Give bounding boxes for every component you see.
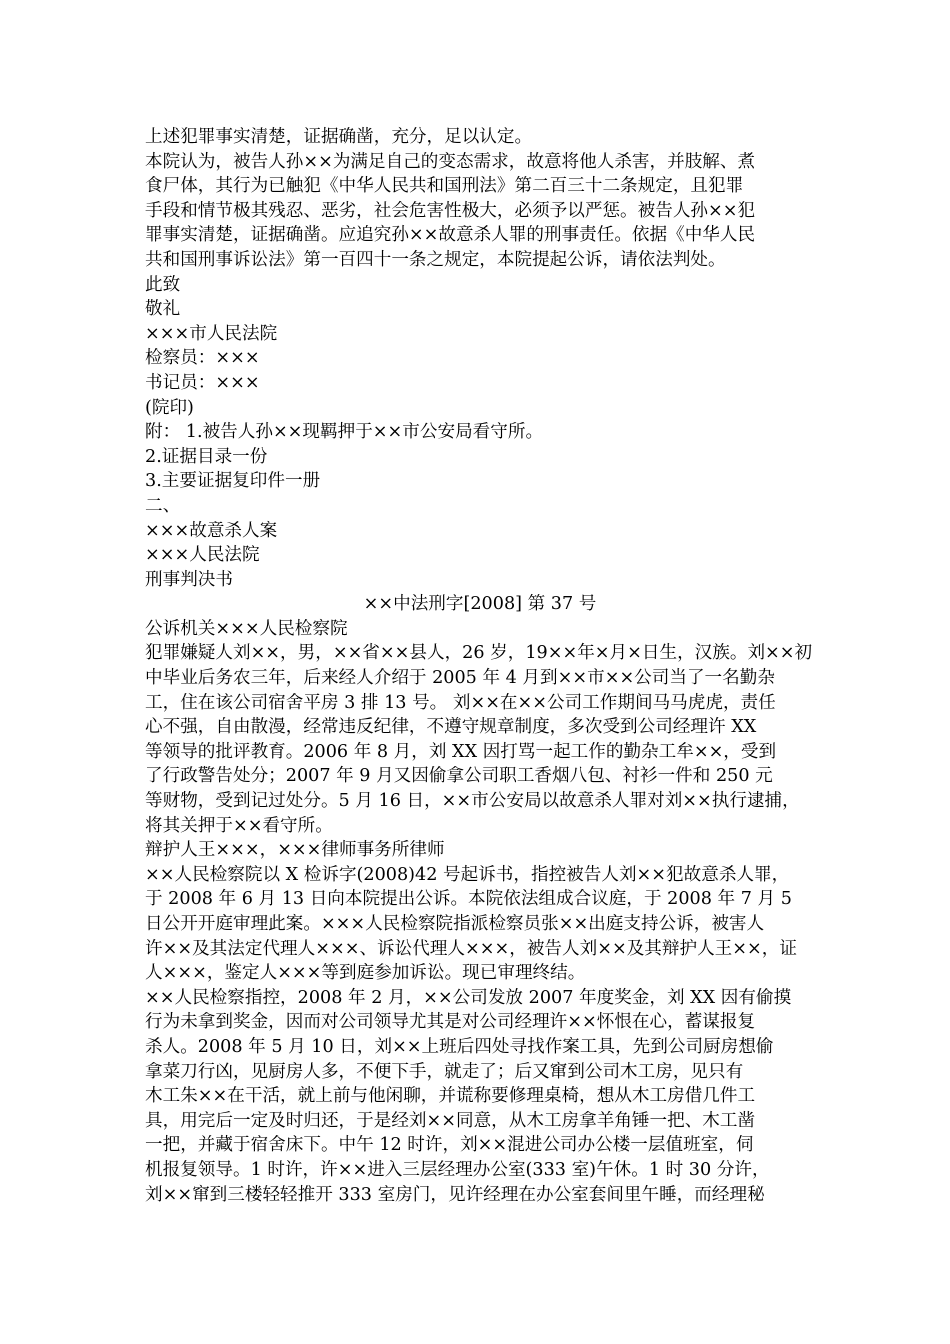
text-line: ××人民检察院以 X 检诉字(2008)42 号起诉书，指控被告人刘××犯故意杀人罪， [145, 864, 790, 885]
text-line: 了行政警告处分；2007 年 9 月又因偷拿公司职工香烟八包、衬衫一件和 250 元 [145, 766, 773, 787]
text-line: 本院认为，被告人孙××为满足自己的变态需求，故意将他人杀害，并肢解、煮 [145, 151, 756, 172]
text-line: 中毕业后务农三年，后来经人介绍于 2005 年 4 月到××市××公司当了一名勤杂 [145, 668, 775, 689]
text-line: 公诉机关×××人民检察院 [145, 618, 348, 639]
text-line: 人×××，鉴定人×××等到庭参加诉讼。现已审理终结。 [145, 963, 586, 984]
text-line: 将其关押于××看守所。 [145, 815, 333, 836]
text-line: 手段和情节极其残忍、恶劣，社会危害性极大，必须予以严惩。被告人孙××犯 [145, 200, 756, 221]
salutation: 此致 [145, 274, 181, 295]
salutation: 敬礼 [145, 299, 181, 320]
case-number: ××中法刑字[2008] 第 37 号 [363, 594, 597, 615]
case-title: ×××故意杀人案 [145, 520, 278, 541]
section-number: 二、 [145, 495, 181, 516]
text-line: 上述犯罪事实清楚，证据确凿，充分，足以认定。 [145, 127, 533, 147]
attachment-line: 附： 1.被告人孙××现羁押于××市公安局看守所。 [145, 422, 544, 443]
text-line: 一把，并藏于宿舍床下。中午 12 时许，刘××混进公司办公楼一层值班室，伺 [145, 1135, 754, 1156]
document-type: 刑事判决书 [145, 569, 233, 590]
text-line: 具，用完后一定及时归还，于是经刘××同意，从木工房拿羊角锤一把、木工凿 [145, 1110, 756, 1131]
text-line: 行为未拿到奖金，因而对公司领导尤其是对公司经理许××怀恨在心，蓄谋报复 [145, 1012, 756, 1033]
text-line: 杀人。2008 年 5 月 10 日，刘××上班后四处寻找作案工具，先到公司厨房想偷 [145, 1036, 774, 1057]
signature-prosecutor: 检察员：××× [145, 348, 260, 369]
text-line: 工，住在该公司宿舍平房 3 排 13 号。 刘××在××公司工作期间马马虎虎，责任 [145, 692, 776, 713]
text-line: 于 2008 年 6 月 13 日向本院提出公诉。本院依法组成合议庭，于 2008 年 7 月 5 [145, 889, 792, 910]
attachment-line: 2.证据目录一份 [145, 446, 268, 467]
seal-note: (院印) [145, 397, 194, 418]
text-line: 罪事实清楚，证据确凿。应追究孙××故意杀人罪的刑事责任。依据《中华人民 [145, 225, 756, 246]
court-name: ×××人民法院 [145, 545, 260, 566]
text-line: 日公开开庭审理此案。×××人民检察院指派检察员张××出庭支持公诉，被害人 [145, 914, 765, 934]
text-line: 等财物，受到记过处分。5 月 16 日，××市公安局以故意杀人罪对刘××执行逮捕， [145, 791, 800, 812]
signature-org: ×××市人民法院 [145, 323, 278, 344]
document-page [145, 125, 815, 1207]
attachment-line: 3.主要证据复印件一册 [145, 471, 321, 492]
text-line: 心不强，自由散漫，经常违反纪律，不遵守规章制度，多次受到公司经理许 XX [145, 717, 757, 738]
text-line: 共和国刑事诉讼法》第一百四十一条之规定，本院提起公诉，请依法判处。 [145, 249, 726, 270]
text-line: 犯罪嫌疑人刘××，男，××省××县人，26 岁，19××年×月×日生，汉族。刘××初 [145, 643, 813, 664]
text-line: 木工朱××在干活，就上前与他闲聊，并谎称要修理桌椅，想从木工房借几件工 [145, 1086, 756, 1107]
text-line: 刘××窜到三楼轻轻推开 333 室房门，见许经理在办公室套间里午睡，而经理秘 [145, 1184, 765, 1205]
text-line: 辩护人王×××，×××律师事务所律师 [145, 840, 445, 861]
text-line: 许××及其法定代理人×××、诉讼代理人×××，被告人刘××及其辩护人王××，证 [145, 938, 797, 959]
text-line: ××人民检察指控，2008 年 2 月，××公司发放 2007 年度奖金，刘 XX 因有偷摸 [145, 987, 792, 1008]
text-line: 等领导的批评教育。2006 年 8 月，刘 XX 因打骂一起工作的勤杂工牟××，受到 [145, 741, 777, 762]
signature-clerk: 书记员：××× [145, 372, 260, 393]
text-line: 拿菜刀行凶，见厨房人多，不便下手，就走了；后又窜到公司木工房，见只有 [145, 1061, 744, 1082]
text-line: 食尸体，其行为已触犯《中华人民共和国刑法》第二百三十二条规定，且犯罪 [145, 176, 744, 197]
text-line: 机报复领导。1 时许，许××进入三层经理办公室(333 室)午休。1 时 30 分许， [145, 1159, 770, 1180]
